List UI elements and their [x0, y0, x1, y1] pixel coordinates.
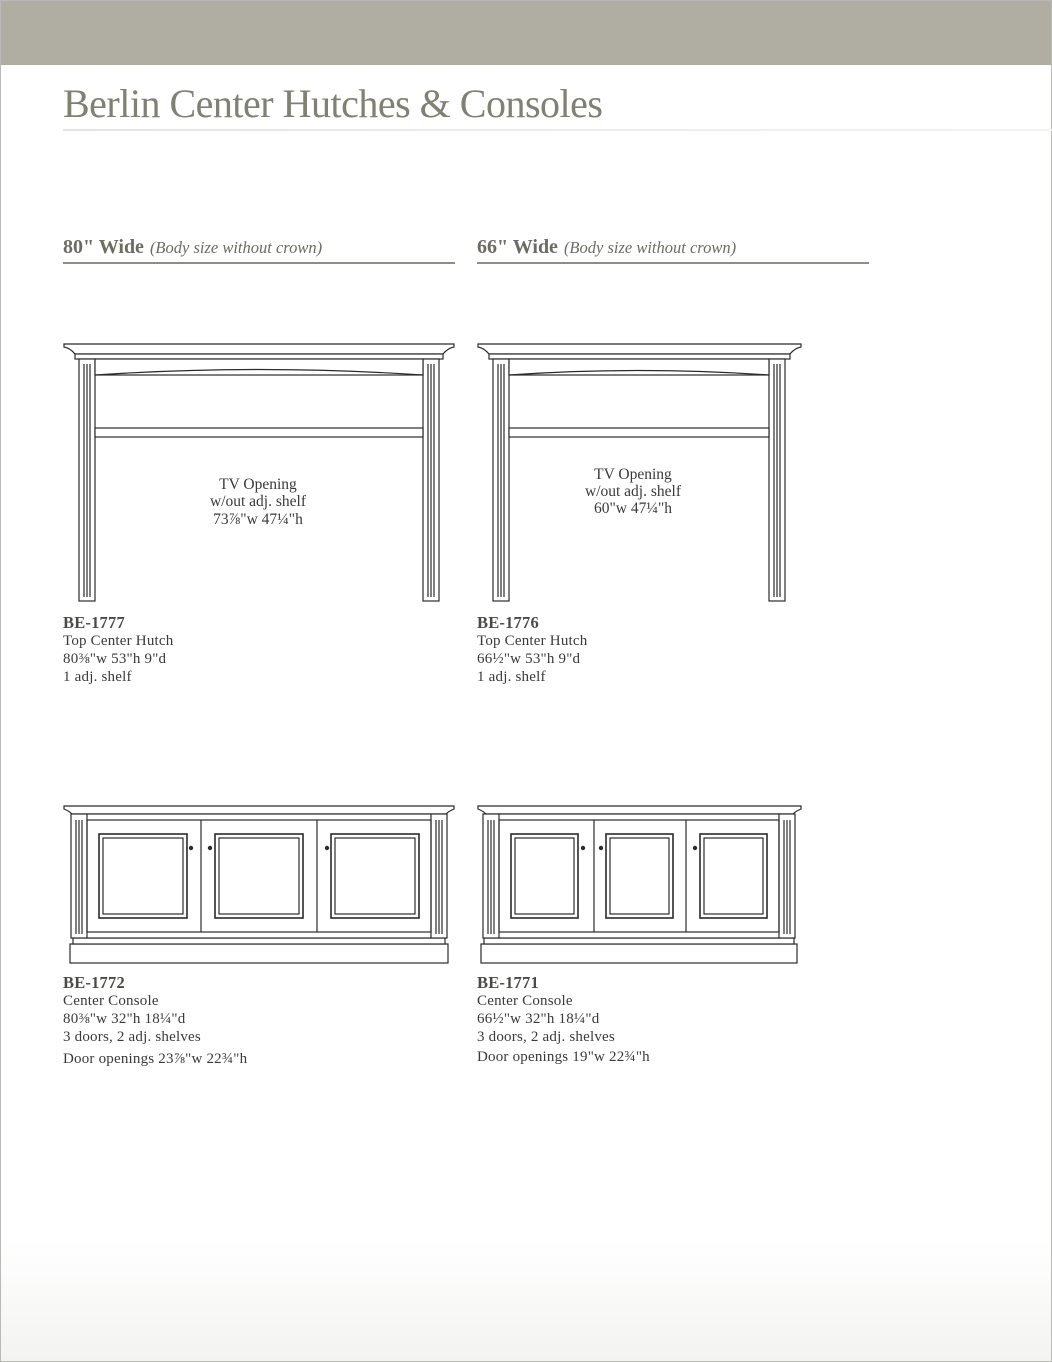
- column-size: 66" Wide: [477, 236, 558, 258]
- column-heading-66: [477, 236, 869, 264]
- product-spec-be-1771: [477, 974, 650, 1066]
- model-number: BE-1771: [477, 973, 539, 992]
- product-dimensions: 80⅜"w 53"h 9"d: [63, 651, 167, 667]
- header-band: [1, 1, 1051, 65]
- door-openings: Door openings 23⅞"w 22¾"h: [63, 1051, 248, 1067]
- column-note: (Body size without crown): [149, 238, 323, 257]
- title-rule: [63, 129, 1052, 131]
- tv-opening-title: TV Opening: [594, 466, 672, 483]
- product-dimensions: 66½"w 32"h 18¼"d: [477, 1011, 600, 1027]
- column-heading-80: [63, 236, 455, 264]
- product-details: 3 doors, 2 adj. shelves: [477, 1029, 615, 1045]
- console-be-1772-drawing: [63, 804, 455, 966]
- tv-opening-label: [555, 466, 711, 517]
- product-details: 1 adj. shelf: [63, 669, 132, 685]
- product-dimensions: 66½"w 53"h 9"d: [477, 651, 581, 667]
- product-spec-be-1776: [477, 614, 587, 686]
- tv-opening-title: TV Opening: [219, 476, 297, 493]
- tv-opening-label: [180, 476, 336, 528]
- page-title: Berlin Center Hutches & Consoles: [63, 81, 603, 126]
- product-dimensions: 80⅜"w 32"h 18¼"d: [63, 1011, 186, 1027]
- product-spec-be-1772: [63, 974, 247, 1068]
- footer-shade: [1, 1240, 1051, 1361]
- product-name: Top Center Hutch: [477, 633, 588, 649]
- column-note: (Body size without crown): [563, 238, 737, 257]
- product-details: 1 adj. shelf: [477, 669, 546, 685]
- hutch-be-1777-drawing: [63, 340, 455, 605]
- product-name: Top Center Hutch: [63, 633, 174, 649]
- model-number: BE-1776: [477, 613, 539, 632]
- model-number: BE-1777: [63, 613, 125, 632]
- column-size: 80" Wide: [63, 236, 144, 258]
- tv-opening-size: 60"w 47¼"h: [593, 500, 673, 517]
- product-name: Center Console: [63, 993, 159, 1009]
- door-openings: Door openings 19"w 22¾"h: [477, 1049, 650, 1065]
- product-name: Center Console: [477, 993, 573, 1009]
- product-spec-be-1777: [63, 614, 173, 686]
- model-number: BE-1772: [63, 973, 125, 992]
- console-be-1771-drawing: [477, 804, 802, 966]
- tv-opening-note: w/out adj. shelf: [210, 493, 306, 510]
- tv-opening-size: 73⅞"w 47¼"h: [213, 511, 303, 528]
- product-details: 3 doors, 2 adj. shelves: [63, 1029, 201, 1045]
- tv-opening-note: w/out adj. shelf: [585, 483, 681, 500]
